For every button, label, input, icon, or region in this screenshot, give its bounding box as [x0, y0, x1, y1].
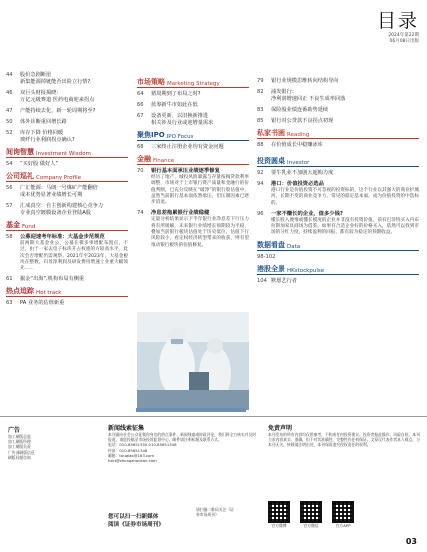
news-tip-block: 新闻线索征集 本刊面向社会公众征集你身边的热点事件、新闻线索或时政评论，我们将全力核实并及时报道。请您投稿至市场投诉监督中心，邮件请注明标题及联系方式。 电话：010-85651550 010-85651348 传真：010-85651348 邮箱：touqiao@163.com hzkt@zhongzhoukan.com — [108, 425, 257, 464]
ad-block: 广告 加工刷版总监 加工刷版经理 加工刷版负责 广告部刷版信息 刷版问题咨询 — [8, 427, 35, 460]
toc-entry[interactable]: 61 掘金“出海”,机构布局有侧重 — [6, 276, 85, 283]
qr-app[interactable]: 官方APP — [332, 501, 354, 528]
article-summary: 定量分析结果显示下半年银行业净息差下行压力将有所缓解，未来银行业绩增长预期较为平稳，叠加当前银行板块估值处于历史低位，估值下行风险较小，看定权经济转型带来的收获，则有望推动银行板块的估值修复。 — [151, 217, 249, 248]
toc-entry[interactable]: 88 在价值成长中稳赚冰库 — [257, 142, 323, 148]
article-summary: 经历了地产、城投风险暴露与存量按揭贷款利率调整，市场对于上市银行资产质量和金融行的价值判断，已充分反映在“破净”的银行股估值中。虽然当前银行基本面依然承压，但压制因素已逐步消退。 — [151, 175, 249, 206]
toc-entry[interactable]: 64 猪周期到了布局之时? — [137, 91, 201, 97]
section-header-company: 公司巡礼 Company Profile — [6, 172, 128, 182]
article-summary: 前两期大基金业公，公募在模多事增配布置点，不过，由于一家去电子标块开占权重的方较高水平，此次会否增配仍需观察。2021年至2023年，大基金板块在整数、归母净利润及研发费用增速上业重大幅领先…… — [20, 241, 128, 272]
left-column — [6, 72, 128, 307]
section-header-wisdom: 间询智慧 Investment Wisdom — [6, 148, 128, 158]
disclaimer-block: 免责声明 本刊发布的所有内容均仅供参考，不构成任何投资建议。投资者据此操作，风险自担。本刊力求内容真实、准确，但不对其准确性、完整性作任何保证。文章仅代表作者本人观点，与本刊无关。转载请注明出处，本刊保留追究侵权责任的权利。 — [268, 425, 420, 448]
issue-date: 06月08日出版 — [389, 39, 419, 44]
toc-entry[interactable]: 57 汇成真空：自主创新构建核心竞争力 专业真空镀膜设备企业登陆A股 — [6, 203, 104, 216]
toc-entry[interactable]: 67 设备更新、以旧换新推进 相关涉及行业或迎增量需求 — [137, 113, 214, 126]
section-header-fund: 基金 Fund — [6, 221, 128, 231]
section-header-reading: 私家书画 Reading — [257, 129, 419, 139]
qr-wechat[interactable]: 官方微信 — [300, 501, 322, 528]
subscribe-block: 您可以扫一扫新媒体 阅读《证券市场周刊》 — [108, 514, 164, 528]
right-column — [257, 78, 419, 285]
toc-entry[interactable]: 70 银行基本面承压业绩逐季修复 — [137, 168, 220, 174]
qr-code-row — [268, 501, 354, 528]
toc-entry[interactable]: 79 银行业规模思维转向结构导向 — [257, 78, 339, 84]
qr-weibo[interactable]: 官方微博 — [268, 501, 290, 528]
toc-entry[interactable]: 82 浦发银行： 净利润增速回正 不良生成率回落 — [257, 89, 346, 102]
section-header-hk: 港股全景 HKstockpulse — [257, 265, 419, 275]
issue-number: 2024年第22期 — [388, 33, 419, 38]
toc-entry[interactable]: 56 广汇能源：马朗一号煤矿产能翻倍 成本优势显著业绩增长可期 — [6, 185, 98, 198]
toc-entry[interactable]: 96 一家不赚长的企业，值多少钱? — [257, 210, 343, 217]
article-summary: 懂长股入便堆或懂长模度的企业并非没有投资价值，前有巴菲特买入内布拉斯加家具商场为借鉴，如果有合适企业好的价格买入，依然可以找到市场的分红力度，持续盈利的回报，都有较为稳定的预期收益。 — [271, 217, 419, 236]
toc-entry[interactable]: 94 港口：价值投资必选品 — [257, 181, 324, 187]
photo-caption-bar — [136, 408, 246, 412]
toc-entry[interactable]: 83 保险股业绩连番助势延续 — [257, 107, 329, 113]
section-header-ipo: 聚焦IPO IPO Focus — [137, 131, 249, 141]
qr-caption-block: 请扫描二维码关注《证券市场周刊》 — [196, 507, 234, 518]
email-link[interactable]: hzkt@zhongzhoukan.com — [108, 458, 157, 464]
toc-entry[interactable]: 98-102 — [257, 253, 276, 260]
toc-entry[interactable]: 44 股价急剧断崖 新集能源掉链能否出险立行情? — [6, 72, 91, 85]
section-header-market: 市场策略 Marketing Strategy — [137, 78, 249, 88]
section-header-data: 数据看盘 Data — [257, 241, 419, 251]
middle-column — [137, 78, 249, 249]
toc-header — [377, 6, 419, 45]
toc-entry[interactable]: 104 默愿艺行者 — [257, 277, 297, 284]
lab-photo — [137, 312, 249, 410]
toc-entry[interactable]: 47 产能持续去化，新一轮周期将至? — [6, 108, 96, 114]
left-top-list — [6, 72, 128, 144]
toc-entry[interactable]: 66 蓝筹新牛市如此在低 — [137, 102, 198, 108]
toc-entry[interactable]: 74 净息差拖累银行业绩稳健 — [137, 210, 210, 217]
footer — [0, 416, 427, 552]
qr-code-icon — [300, 501, 322, 523]
toc-entry[interactable]: 52 库存下降 价格回暖 玻纤行业利润拐点确认? — [6, 130, 75, 143]
page-title: 目录 — [376, 10, 419, 32]
toc-entry[interactable]: 63 PA 业务的估值新重 — [6, 300, 65, 307]
toc-entry[interactable]: 50 体外诊断重回增长路 — [6, 119, 67, 125]
email-link[interactable]: 邮箱：touqiao@163.com — [108, 452, 155, 458]
qr-code-icon — [332, 501, 354, 523]
qr-code-icon — [268, 501, 290, 523]
toc-entry[interactable]: 58 公募迎速考年标准：大基金步范规范 — [6, 234, 105, 240]
article-summary: 港口行业是价值投资不可忽视的投资标的，这个行业以其强大的商业护城河、长期不变的商业竞争力、常见的稳定基本面，成为价值投资的中选标的。 — [271, 188, 419, 206]
toc-entry[interactable]: 68 三家终止注册企业均有资金问题 — [137, 144, 224, 150]
section-header-hot: 热点追踪 Hot track — [6, 287, 128, 297]
section-header-investor: 投资圆桌 Investor — [257, 157, 419, 167]
toc-entry[interactable]: 46 双巨头财报揭晓: 万亿元级赛道 医药电商迎来拐点 — [6, 90, 95, 103]
toc-entry[interactable]: 85 银行对公贷款不良拐点初现 — [257, 118, 334, 124]
section-header-finance: 金融 Finance — [137, 155, 249, 165]
page-number: 03 — [405, 537, 417, 546]
toc-entry[interactable]: 92 要牛乳业不加剧大超购力度 — [257, 170, 334, 176]
toc-entry[interactable]: 54 “买好股 做好人” — [6, 161, 59, 167]
